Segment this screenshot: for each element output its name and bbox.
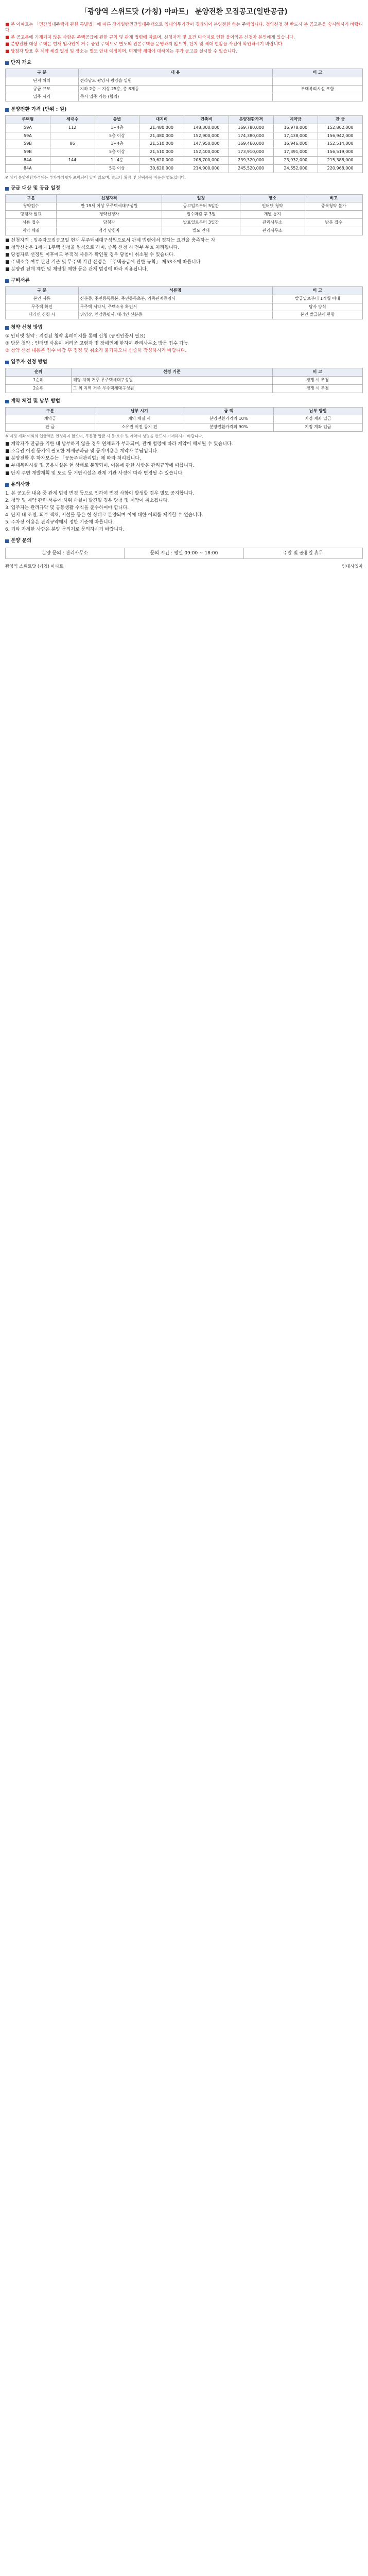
section-heading xyxy=(5,278,363,284)
list-item: ② 방문 청약 : 인터넷 사용이 어려운 고령자 및 장애인에 한하여 관리사무소 방문 접수 가능 xyxy=(5,341,188,347)
table-header: 구분 xyxy=(6,407,95,415)
table-header: 비 고 xyxy=(272,69,362,77)
table-cell: 분양전환가격의 10% xyxy=(184,415,274,423)
price-table xyxy=(5,115,363,173)
table-header: 내 용 xyxy=(78,69,272,77)
table-cell: 220,968,000 xyxy=(318,164,363,173)
table-cell: 59B xyxy=(6,140,50,148)
table-header: 세대수 xyxy=(50,116,95,124)
table-cell: 245,520,000 xyxy=(229,164,273,173)
table-header: 주택형 xyxy=(6,116,50,124)
table-row xyxy=(6,124,363,132)
section-title: 입주자 선정 방법 xyxy=(11,359,47,365)
section-marker-icon xyxy=(5,108,9,112)
section-heading xyxy=(5,185,363,192)
table-cell: 24,552,000 xyxy=(273,164,318,173)
table-cell: 215,388,000 xyxy=(318,157,363,165)
table-cell xyxy=(305,227,362,235)
table-cell: 개별 통지 xyxy=(240,211,305,219)
table-cell: 21,510,000 xyxy=(139,140,184,148)
table-cell: 214,900,000 xyxy=(184,164,229,173)
table-cell: 별도 안내 xyxy=(162,227,240,235)
table-cell: 1~4층 xyxy=(95,140,139,148)
section-marker-icon xyxy=(5,326,9,330)
section-title: 청약 신청 방법 xyxy=(11,325,43,331)
table-row xyxy=(6,218,363,227)
documents-table xyxy=(5,286,363,319)
table-cell: 본인 서류 xyxy=(6,295,79,303)
table-cell: 지정 계좌 입금 xyxy=(273,415,363,423)
table-cell: 84A xyxy=(6,164,50,173)
table-cell: 발표일로부터 3일간 xyxy=(162,218,240,227)
table-cell: 당사 양식 xyxy=(272,303,362,311)
table-cell: 17,438,000 xyxy=(273,132,318,140)
table-cell: 59A xyxy=(6,132,50,140)
table-cell: 경쟁 시 추첨 xyxy=(272,384,362,393)
table-cell: 공고일로부터 5일간 xyxy=(162,202,240,211)
table-cell: 144 xyxy=(50,157,95,165)
list-item: ③ 청약 신청 내용은 접수 마감 후 정정 및 취소가 불가하오니 신중히 작성하시기 바랍니다. xyxy=(5,348,187,354)
table-header: 잔 금 xyxy=(318,116,363,124)
table-cell xyxy=(50,148,95,157)
table-header-row xyxy=(6,287,363,295)
list-item: 1. 본 공고문 내용 중 관계 법령 변경 등으로 인하여 변경 사항이 발생할 경우 별도 공지합니다. xyxy=(5,490,195,496)
table-header: 서류명 xyxy=(78,287,272,295)
list-item: 4. 단지 내 조경, 외부 색채, 시설물 등은 현 상태로 분양되며 이에 대한 이의를 제기할 수 없습니다. xyxy=(5,512,203,518)
table-header-row xyxy=(6,194,363,202)
table-row xyxy=(6,377,363,385)
table-cell: 입주 시기 xyxy=(6,93,79,101)
table-cell: 148,300,000 xyxy=(184,124,229,132)
table-cell: 5층 이상 xyxy=(95,132,139,140)
table-cell: 152,514,000 xyxy=(318,140,363,148)
table-cell: 169,780,000 xyxy=(229,124,273,132)
table-header-row xyxy=(6,368,363,377)
table-cell: 관리사무소 xyxy=(240,218,305,227)
top-notice: ■ 분양전환 대상 주택은 현재 임차인이 거주 중인 주택으로 별도의 견본주택을 운영하지 않으며, 단지 및 세대 현황을 사전에 확인하시기 바랍니다. xyxy=(5,42,284,47)
section-heading xyxy=(5,359,363,366)
table-row xyxy=(6,303,363,311)
table-row xyxy=(6,77,363,85)
table-cell xyxy=(272,77,362,85)
table-header: 구 분 xyxy=(6,287,79,295)
section-title: 유의사항 xyxy=(11,481,30,487)
notes-block-a xyxy=(5,238,363,273)
table-cell xyxy=(50,164,95,173)
top-notices xyxy=(5,22,363,55)
section-marker-icon xyxy=(5,539,9,543)
table-header-row xyxy=(6,407,363,415)
table-cell: 적격 당첨자 xyxy=(57,227,162,235)
announcement-page xyxy=(5,0,363,577)
table-row xyxy=(6,85,363,93)
table-cell: 152,802,000 xyxy=(318,124,363,132)
list-item: 3. 입주자는 관리규약 및 공동생활 수칙을 준수하여야 합니다. xyxy=(5,505,129,511)
top-notice: ■ 당첨자 발표 후 계약 체결 일정 및 장소는 별도 안내 예정이며, 미계약 세대에 대하여는 추가 공고를 실시할 수 있습니다. xyxy=(5,48,237,54)
table-header: 선정 기준 xyxy=(72,368,273,377)
table-header: 비 고 xyxy=(272,368,362,377)
table-cell: 관리사무소 xyxy=(240,227,305,235)
table-cell: 169,460,000 xyxy=(229,140,273,148)
section-heading xyxy=(5,482,363,488)
table-header: 대지비 xyxy=(139,116,184,124)
table-cell: 청약신청자 xyxy=(57,211,162,219)
table-header: 분양전환가격 xyxy=(229,116,273,124)
note-item: ■ 분양전환 후 하자보수는 「공동주택관리법」에 따라 처리됩니다. xyxy=(5,456,141,462)
table-cell: 30,620,000 xyxy=(139,164,184,173)
table-cell: 공급 규모 xyxy=(6,85,79,93)
table-row xyxy=(6,384,363,393)
table-cell: 잔 금 xyxy=(6,423,95,432)
section-title: 단지 개요 xyxy=(11,60,32,66)
table-header: 층별 xyxy=(95,116,139,124)
section-heading xyxy=(5,60,363,66)
table-cell: 17,391,000 xyxy=(273,148,318,157)
table-header: 납부 방법 xyxy=(273,407,363,415)
table-cell: 5층 이상 xyxy=(95,148,139,157)
table-cell: 경쟁 시 추첨 xyxy=(272,377,362,385)
table-cell: 84A xyxy=(6,157,50,165)
table-cell: 단지 위치 xyxy=(6,77,79,85)
table-row xyxy=(6,211,363,219)
table-cell: 지정 계좌 입금 xyxy=(273,423,363,432)
section-title: 분양전환 가격 (단위 : 원) xyxy=(11,107,67,113)
table-row xyxy=(6,132,363,140)
notes-block-b xyxy=(5,441,363,477)
table-cell: 청약접수 xyxy=(6,202,57,211)
caution-list xyxy=(5,490,363,533)
payment-table xyxy=(5,407,363,432)
section-title: 구비서류 xyxy=(11,278,30,284)
table-cell: 중복청약 불가 xyxy=(305,202,362,211)
table-header-row xyxy=(6,116,363,124)
table-cell: 인터넷 청약 xyxy=(240,202,305,211)
table-row xyxy=(6,148,363,157)
note-item: ■ 부대복리시설 및 공용시설은 현 상태로 분양되며, 이용에 관한 사항은 관리규약에 따릅니다. xyxy=(5,463,195,469)
table-row xyxy=(6,311,363,319)
table-cell: 방문 접수 xyxy=(305,218,362,227)
table-header: 구분 xyxy=(6,194,57,202)
table-cell: 86 xyxy=(50,140,95,148)
table-cell: 본인 발급분에 한함 xyxy=(272,311,362,319)
table-cell: 무주택 확인 xyxy=(6,303,79,311)
table-cell: 만 19세 이상 무주택세대구성원 xyxy=(57,202,162,211)
note-item: ■ 청약신청은 1세대 1주택 신청을 원칙으로 하며, 중복 신청 시 전부 무효 처리됩니다. xyxy=(5,245,180,250)
table-note: ※ 지정 계좌 이외의 입금액은 인정하지 않으며, 무통장 입금 시 동·호수 및 계약자 성명을 반드시 기재하시기 바랍니다. xyxy=(5,433,203,438)
table-cell: 계약 체결 시 xyxy=(95,415,184,423)
table-cell: 1~4층 xyxy=(95,157,139,165)
table-cell: 208,700,000 xyxy=(184,157,229,165)
section-title: 분양 문의 xyxy=(11,538,32,544)
table-cell: 지하 2층 ~ 지상 25층, 총 8개동 xyxy=(78,85,272,93)
table-cell: 당첨자 xyxy=(57,218,162,227)
note-item: ■ 신청자격 : 입주자모집공고일 현재 무주택세대구성원으로서 관계 법령에서 정하는 요건을 충족하는 자 xyxy=(5,238,216,243)
note-item: ■ 주택소유 여부 판단 기준 및 무주택 기간 산정은 「주택공급에 관한 규칙」 제53조에 따릅니다. xyxy=(5,259,202,265)
section-marker-icon xyxy=(5,187,9,191)
table-header: 계약금 xyxy=(273,116,318,124)
top-notice: ■ 본 공고문에 기재되지 않은 사항은 주택공급에 관한 규칙 및 관계 법령에 따르며, 신청자격 및 요건 미숙지로 인한 불이익은 신청자 본인에게 있습니다. xyxy=(5,35,295,40)
note-item: ■ 계약자가 잔금을 기한 내 납부하지 않을 경우 연체료가 부과되며, 관계 법령에 따라 계약이 해제될 수 있습니다. xyxy=(5,442,233,447)
footer-complex-name: 광양역 스위트닷 (가칭) 아파트 xyxy=(5,564,64,570)
table-cell: 30,620,000 xyxy=(139,157,184,165)
section-heading xyxy=(5,538,363,545)
complex-overview-table xyxy=(5,69,363,101)
table-cell: 1~4층 xyxy=(95,124,139,132)
note-item: ■ 분양권 전매 제한 및 재당첨 제한 등은 관계 법령에 따라 적용됩니다. xyxy=(5,267,148,273)
selection-table xyxy=(5,368,363,393)
table-row xyxy=(6,157,363,165)
table-header: 금 액 xyxy=(184,407,274,415)
contact-cell: 주말 및 공휴일 휴무 xyxy=(283,551,323,556)
table-cell: 위임장, 인감증명서, 대리인 신분증 xyxy=(78,311,272,319)
table-cell: 전라남도 광양시 광양읍 일원 xyxy=(78,77,272,85)
table-cell: 해당 지역 거주 무주택세대구성원 xyxy=(72,377,273,385)
section-title: 공급 대상 및 공급 일정 xyxy=(11,185,60,191)
table-cell: 즉시 입주 가능 (협의) xyxy=(78,93,272,101)
table-row xyxy=(6,415,363,423)
table-cell: 174,380,000 xyxy=(229,132,273,140)
table-note: ※ 상기 분양전환가격에는 부가가치세가 포함되어 있지 않으며, 발코니 확장 및 선택품목 비용은 별도입니다. xyxy=(5,175,186,180)
table-cell: 부대복리시설 포함 xyxy=(272,85,362,93)
table-cell: 21,480,000 xyxy=(139,124,184,132)
table-cell xyxy=(50,132,95,140)
contact-cell: 분양 문의 : 관리사무소 xyxy=(6,548,125,558)
table-cell xyxy=(272,93,362,101)
application-method-list xyxy=(5,333,363,354)
section-heading xyxy=(5,325,363,331)
table-cell: 2순위 xyxy=(6,384,72,393)
table-cell: 21,480,000 xyxy=(139,132,184,140)
table-cell: 5층 이상 xyxy=(95,164,139,173)
table-cell: 152,400,000 xyxy=(184,148,229,157)
section-title: 계약 체결 및 납부 방법 xyxy=(11,398,60,404)
footer xyxy=(5,564,363,570)
table-cell: 그 외 지역 거주 무주택세대구성원 xyxy=(72,384,273,393)
table-cell: 분양전환가격의 90% xyxy=(184,423,274,432)
section-marker-icon xyxy=(5,483,9,487)
table-cell: 대리인 신청 시 xyxy=(6,311,79,319)
page-title: 「광양역 스위트닷 (가칭) 아파트」 분양전환 모집공고(일반공급) xyxy=(80,8,288,16)
table-cell: 계약금 xyxy=(6,415,95,423)
table-cell: 서류 접수 xyxy=(6,218,57,227)
table-cell: 112 xyxy=(50,124,95,132)
table-header: 일정 xyxy=(162,194,240,202)
contact-box xyxy=(5,548,363,559)
section-marker-icon xyxy=(5,279,9,283)
note-item: ■ 소유권 이전 등기에 필요한 제세공과금 및 등기비용은 계약자 부담입니다. xyxy=(5,449,159,454)
list-item: ① 인터넷 청약 : 지정된 청약 홈페이지를 통해 신청 (공인인증서 필요) xyxy=(5,334,146,340)
table-header: 신청자격 xyxy=(57,194,162,202)
table-cell: 신분증, 주민등록등본, 주민등록초본, 가족관계증명서 xyxy=(78,295,272,303)
table-cell: 계약 체결 xyxy=(6,227,57,235)
table-cell: 59A xyxy=(6,124,50,132)
table-header: 건축비 xyxy=(184,116,229,124)
table-row xyxy=(6,295,363,303)
top-notice: ■ 본 아파트는 「민간임대주택에 관한 특별법」에 따른 장기일반민간임대주택으로 임대의무기간이 경과되어 분양전환 하는 주택입니다. 청약신청 전 반드시 본 공고문을 숙지하시기 바랍니다. xyxy=(5,22,363,33)
table-cell: 당첨자 발표 xyxy=(6,211,57,219)
list-item: 2. 청약 및 계약 관련 서류에 허위 사실이 발견될 경우 당첨 및 계약이 취소됩니다. xyxy=(5,498,169,503)
table-cell: 21,510,000 xyxy=(139,148,184,157)
table-row xyxy=(6,164,363,173)
contact-cell: 문의 시간 : 평일 09:00 ~ 18:00 xyxy=(125,548,243,558)
table-cell: 16,978,000 xyxy=(273,124,318,132)
section-marker-icon xyxy=(5,361,9,364)
table-cell: 접수마감 후 3일 xyxy=(162,211,240,219)
table-header: 비고 xyxy=(305,194,362,202)
table-row xyxy=(6,423,363,432)
table-cell: 239,320,000 xyxy=(229,157,273,165)
table-cell: 무주택 서약서, 주택소유 확인서 xyxy=(78,303,272,311)
table-cell: 173,910,000 xyxy=(229,148,273,157)
table-cell: 156,942,000 xyxy=(318,132,363,140)
table-cell: 소유권 이전 등기 전 xyxy=(95,423,184,432)
list-item: 5. 주차장 이용은 관리규약에서 정한 기준에 따릅니다. xyxy=(5,520,114,526)
table-cell: 23,932,000 xyxy=(273,157,318,165)
table-header: 비 고 xyxy=(272,287,362,295)
note-item: ■ 단지 주변 개발계획 및 도로 등 기반시설은 관계 기관 사정에 따라 변경될 수 있습니다. xyxy=(5,470,184,476)
schedule-table xyxy=(5,194,363,235)
table-cell: 156,519,000 xyxy=(318,148,363,157)
note-item: ■ 당첨자로 선정된 이후에도 부적격 사유가 확인될 경우 당첨이 취소될 수 있습니다. xyxy=(5,252,175,258)
table-header: 순위 xyxy=(6,368,72,377)
table-cell: 16,946,000 xyxy=(273,140,318,148)
table-cell xyxy=(305,211,362,219)
table-row xyxy=(6,93,363,101)
table-cell: 147,950,000 xyxy=(184,140,229,148)
table-header: 구 분 xyxy=(6,69,79,77)
table-row xyxy=(6,227,363,235)
table-cell: 152,900,000 xyxy=(184,132,229,140)
list-item: 6. 기타 자세한 사항은 분양 문의처로 문의하시기 바랍니다. xyxy=(5,527,125,533)
table-row xyxy=(6,202,363,211)
section-heading xyxy=(5,398,363,405)
table-row xyxy=(6,140,363,148)
table-cell: 1순위 xyxy=(6,377,72,385)
section-marker-icon xyxy=(5,61,9,65)
table-header: 납부 시기 xyxy=(95,407,184,415)
table-cell: 59B xyxy=(6,148,50,157)
table-cell: 발급일로부터 1개월 이내 xyxy=(272,295,362,303)
section-marker-icon xyxy=(5,400,9,403)
table-header: 장소 xyxy=(240,194,305,202)
table-header-row xyxy=(6,69,363,77)
section-heading xyxy=(5,107,363,113)
footer-issuer: 임대사업자 xyxy=(341,564,363,570)
